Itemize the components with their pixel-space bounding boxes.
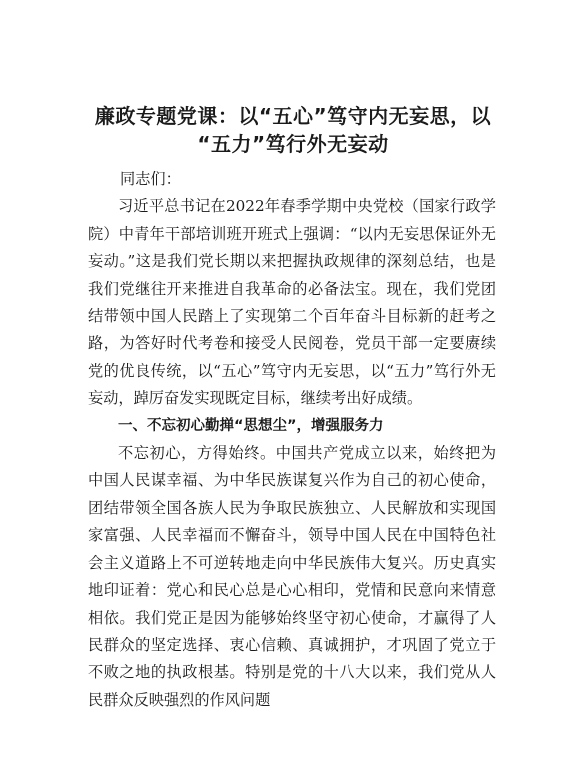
paragraph-section-1: 不忘初心，方得始终。中国共产党成立以来，始终把为中国人民谋幸福、为中华民族谋复兴作为自己的初心使命，团结带领全国各族人民为争取民族独立、人民解放和实现国家富强、人民幸福而不懈奋斗，领导中国人民在中国特色社会主义道路上不可逆转地走向中华民族伟大复兴。历史真实地印证着：党心和民心总是心心相印，党情和民意向来情意相依。我们党正是因为能够始终坚守初心使命，才赢得了人民群众的坚定选择、衷心信赖、真诚拥护，才巩固了党立于不败之地的执政根基。特别是党的十八大以来，我们党从人民群众反映强烈的作风问题 [88, 444, 496, 709]
section-heading: 一、不忘初心勤掸“思想尘”，增强服务力 [118, 417, 384, 434]
greeting: 同志们： [120, 170, 181, 188]
paragraph-intro: 习近平总书记在2022年春季学期中央党校（国家行政学院）中青年干部培训班开班式上强调：“以内无妄思保证外无妄动。”这是我们党长期以来把握执政规律的深刻总结，也是我们党继往开来推进自我革命的必备法宝。现在，我们党团结带领中国人民踏上了实现第二个百年奋斗目标新的赶考之路，为答好时代考卷和接受人民阅卷，党员干部一定要赓续党的优良传统，以“五心”笃守内无妄思，以“五力”笃行外无妄动，踔厉奋发实现既定目标，继续考出好成绩。 [88, 197, 496, 408]
title-line-2: “五力”笃行外无妄动 [197, 132, 389, 156]
document-title [60, 102, 526, 158]
title-line-1: 廉政专题党课：以“五心”笃守内无妄思，以 [94, 104, 492, 128]
document-body [88, 166, 496, 714]
